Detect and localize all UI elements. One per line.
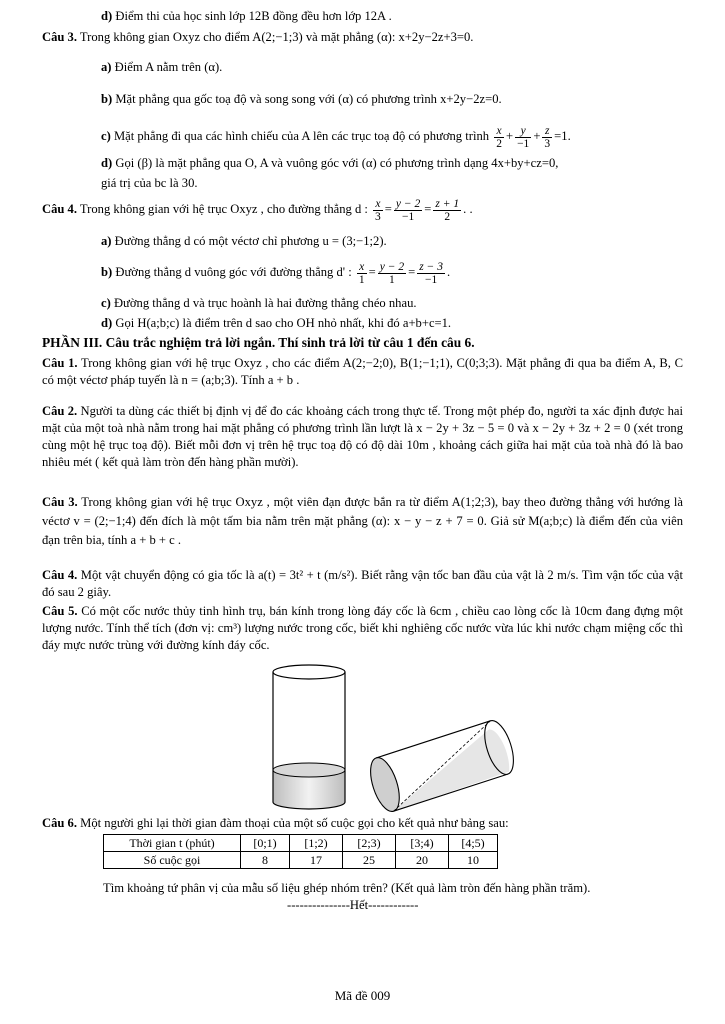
- table-cell: 25: [343, 852, 396, 869]
- question-4-option-d: [101, 315, 451, 331]
- question-label: Câu 3.: [42, 30, 77, 44]
- option-label: c): [101, 129, 111, 143]
- table-header-cell: Số cuộc gọi: [104, 852, 241, 869]
- part-3-question-4: [42, 567, 683, 601]
- question-text: Người ta dùng các thiết bị định vị để đo các khoảng cách trong thực tế. Trong một phép đo, người ta xác định được hai mặt của một toà nhà nằm trong hai mặt phẳng có phương trình lần lượt là x − 2y + 3z − 5 = 0 và x − 2y + 3z + 2 = 0 (xét trong cùng một hệ trục toạ độ). Biết mỗi đơn vị trên hệ trục toạ độ có độ dài 10m , khoảng cách giữa hai mặt của toà nhà đó là bao nhiêu mét ( kết quả làm tròn đến hàng phần mười).: [42, 404, 683, 469]
- table-cell: [2;3): [343, 835, 396, 852]
- option-text: Gọi H(a;b;c) là điểm trên d sao cho OH nhỏ nhất, khi đó a+b+c=1.: [115, 316, 452, 330]
- part-3-question-1: [42, 355, 683, 389]
- option-text: Đường thẳng d có một véctơ chỉ phương u = (3;−1;2).: [114, 234, 387, 248]
- question-label: Câu 4.: [42, 202, 77, 216]
- option-label: a): [101, 60, 112, 74]
- question-text: Trong không gian Oxyz cho điểm A(2;−1;3) và mặt phẳng (α): x+2y−2z+3=0.: [79, 30, 474, 44]
- equation-tail: . .: [463, 202, 473, 216]
- table-cell: [1;2): [290, 835, 343, 852]
- option-text: Đường thẳng d vuông góc với đường thẳng d' :: [115, 265, 352, 279]
- question-label: Câu 4.: [42, 568, 78, 582]
- option-label: b): [101, 92, 113, 106]
- option-text: Điểm thi của học sinh lớp 12B đồng đều hơn lớp 12A .: [115, 9, 392, 23]
- option-label: d): [101, 316, 113, 330]
- table-header-cell: Thời gian t (phút): [104, 835, 241, 852]
- question-label: Câu 2.: [42, 404, 78, 418]
- table-row: [104, 852, 498, 869]
- fraction: $\frac{z + 1}{2}$: [435, 197, 460, 223]
- option-text: Đường thẳng d và trục hoành là hai đường thẳng chéo nhau.: [113, 296, 417, 310]
- fraction: $\frac{y - 2}{-1}$: [395, 197, 421, 223]
- option-label: d): [101, 9, 113, 23]
- question-3-stem: [42, 29, 473, 45]
- question-label: Câu 1.: [42, 356, 78, 370]
- fraction: $\frac{z}{3}$: [544, 124, 551, 150]
- option-text: Gọi (β) là mặt phẳng qua O, A và vuông góc với (α) có phương trình dạng 4x+by+cz=0,: [115, 156, 559, 170]
- frequency-table: [103, 834, 498, 869]
- question-3-option-d: [101, 155, 558, 171]
- fraction: $\frac{y - 2}{1}$: [379, 260, 405, 286]
- question-4-option-c: [101, 295, 417, 311]
- option-label: b): [101, 265, 113, 279]
- part-3-question-5: [42, 603, 683, 654]
- table-cell: [4;5): [449, 835, 498, 852]
- question-label: Câu 6.: [42, 816, 77, 830]
- option-label: a): [101, 234, 112, 248]
- table-cell: [3;4): [396, 835, 449, 852]
- fraction: $\frac{x}{3}$: [375, 197, 381, 223]
- table-cell: [0;1): [241, 835, 290, 852]
- cylinder-cup-figure: [260, 662, 530, 818]
- question-3-option-a: [101, 59, 222, 75]
- question-3-option-d-cont: giá trị của bc là 30.: [101, 176, 198, 190]
- part-3-question-2: [42, 403, 683, 471]
- question-text: Trong không gian với hệ trục Oxyz , cho các điểm A(2;−2;0), B(1;−1;1), C(0;3;3). Mặt phẳng đi qua ba điểm A, B, C có một véctơ pháp tuyến là n = (a;b;3). Tính a + b .: [42, 356, 683, 387]
- table-cell: 17: [290, 852, 343, 869]
- option-label: c): [101, 296, 111, 310]
- option-text: Mặt phẳng qua gốc toạ độ và song song với (α) có phương trình x+2y−2z=0.: [115, 92, 502, 106]
- table-cell: 20: [396, 852, 449, 869]
- question-text: Có một cốc nước thủy tinh hình trụ, bán kính trong lòng đáy cốc là 6cm , chiều cao lòng cốc là 10cm đang đựng một lượng nước. Tính thể tích (đơn vị: cm³) lượng nước trong cốc, biết khi nghiêng cốc nước vừa lúc khi nước chạm miệng cốc thì đáy mực nước trùng với đường kính đáy cốc.: [42, 604, 683, 652]
- question-label: Câu 5.: [42, 604, 78, 618]
- question-text: Trong không gian với hệ trục Oxyz , một viên đạn được bắn ra từ điểm A(1;2;3), bay theo đường thẳng với hướng là véctơ v = (2;−1;4) đến đích là một tấm bia nằm trên mặt phẳng (α): x − y − z + 7 = 0. Giả sử M(a;b;c) là điểm đến của viên đạn trên bia, tính a + b + c .: [42, 495, 684, 547]
- exam-code-footer: Mã đề 009: [334, 988, 391, 1003]
- question-6-prompt: Tìm khoảng tứ phân vị của mẫu số liệu ghép nhóm trên? (Kết quả làm tròn đến hàng phần trăm).: [103, 881, 591, 895]
- end-marker: ---------------Hết------------: [287, 898, 419, 912]
- question-text: Một người ghi lại thời gian đàm thoại của một số cuộc gọi cho kết quả như bảng sau:: [80, 816, 509, 830]
- part-3-question-6: [42, 815, 509, 831]
- question-3-option-b: [101, 91, 502, 107]
- question-3-option-c: c) Mặt phẳng đi qua các hình chiếu của A lên các trục toạ độ có phương trình $\frac{x}{2}$ + $\frac{y}{-1}$ + $\frac{z}{3}$ =1.: [101, 124, 571, 150]
- question-text: Trong không gian với hệ trục Oxyz , cho đường thẳng d :: [79, 202, 368, 216]
- option-label: d): [101, 156, 113, 170]
- tilted-cup: [365, 717, 519, 815]
- question-label: Câu 3.: [42, 495, 78, 509]
- upright-cup: [273, 665, 345, 809]
- option-text: Điểm A nằm trên (α).: [114, 60, 223, 74]
- option-text: Mặt phẳng đi qua các hình chiếu của A lên các trục toạ độ có phương trình: [113, 129, 490, 143]
- fraction: $\frac{x}{1}$: [358, 260, 365, 286]
- fraction: $\frac{y}{-1}$: [517, 124, 530, 150]
- table-cell: 8: [241, 852, 290, 869]
- question-text: Một vật chuyển động có gia tốc là a(t) = 3t² + t (m/s²). Biết rằng vận tốc ban đầu của vật là 2 m/s. Tìm vận tốc của vật đó sau 2 giây.: [42, 568, 683, 599]
- part-3-title: PHẦN III. Câu trắc nghiệm trả lời ngắn. Thí sinh trả lời từ câu 1 đến câu 6.: [42, 335, 475, 350]
- equation-tail: .: [446, 265, 451, 279]
- fraction: $\frac{z - 3}{-1}$: [419, 260, 443, 286]
- question-4-stem: Câu 4. Trong không gian với hệ trục Oxyz , cho đường thẳng d : $\frac{x}{3}$ = $\frac{y - 2}{-1}$ = $\frac{z + 1}{2}$ . .: [42, 197, 473, 223]
- table-cell: 10: [449, 852, 498, 869]
- equation-tail: =1.: [554, 129, 571, 143]
- prev-question-option-d: [101, 8, 392, 24]
- table-row: [104, 835, 498, 852]
- question-4-option-a: [101, 233, 387, 249]
- part-3-question-3: [42, 493, 683, 550]
- fraction: $\frac{x}{2}$: [496, 124, 502, 150]
- question-4-option-b: b) Đường thẳng d vuông góc với đường thẳng d' : $\frac{x}{1}$ = $\frac{y - 2}{1}$ = $\frac{z - 3}{-1}$ .: [101, 260, 451, 286]
